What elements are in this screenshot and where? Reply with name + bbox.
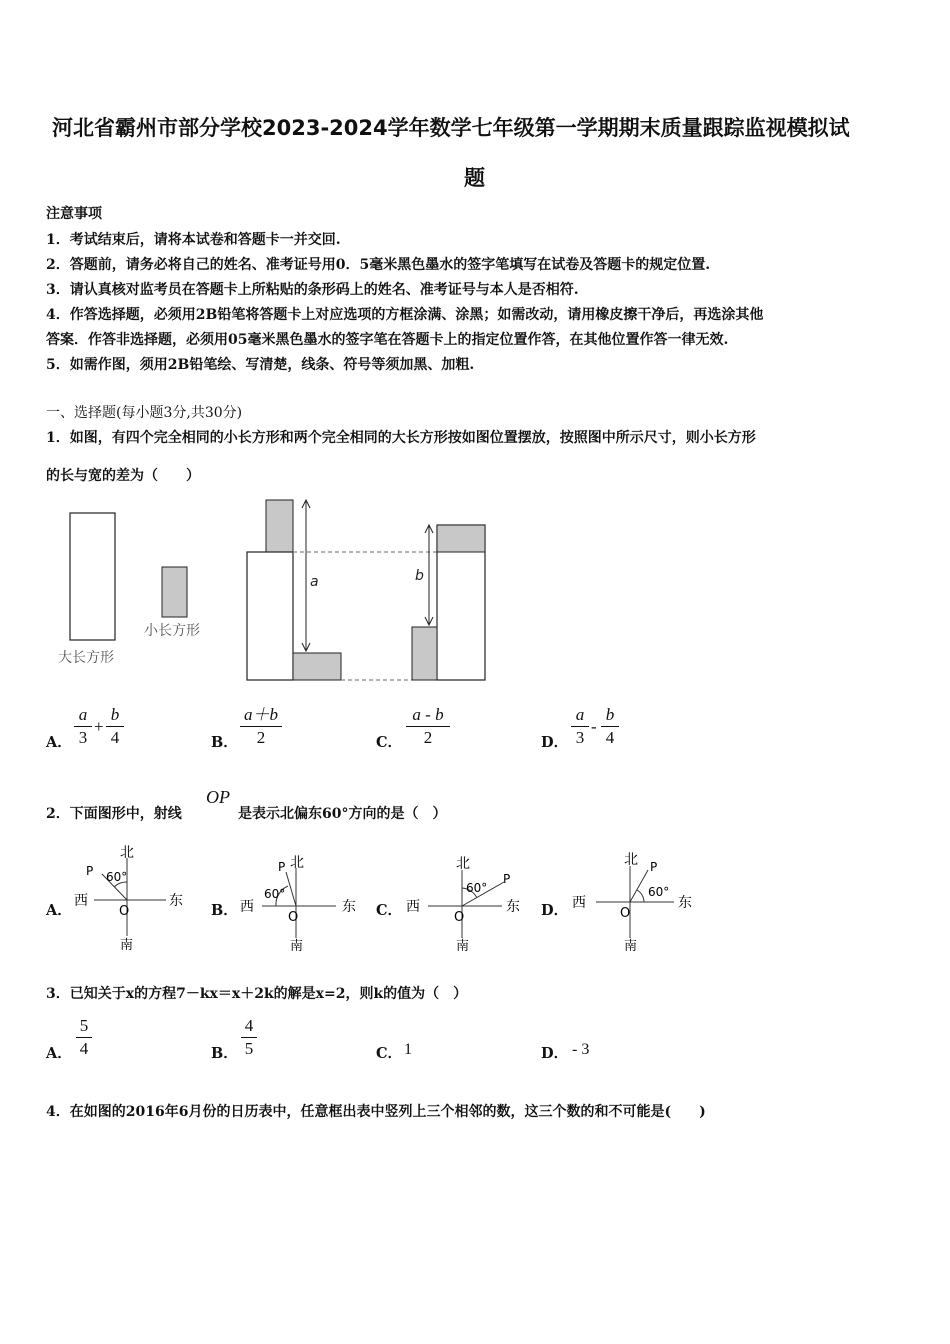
svg-text:南: 南 xyxy=(456,939,470,954)
svg-text:南: 南 xyxy=(120,938,134,953)
svg-text:O: O xyxy=(620,906,631,921)
q1-option-b-frac: a＋b 2 xyxy=(240,705,282,748)
q1-figure xyxy=(40,490,500,695)
small-rect-top-right xyxy=(437,525,485,552)
q2-option-d-label[interactable]: D． xyxy=(541,902,569,919)
q3-option-a-label[interactable]: A． xyxy=(46,1045,72,1062)
q1-option-b-label[interactable]: B． xyxy=(211,734,238,751)
q2-compass-d xyxy=(570,848,696,956)
notice-item-4: 4．作答选择题，必须用2B铅笔将答题卡上对应选项的方框涂满、涂黑；如需改动，请用橡皮擦干净后，再选涂其他 xyxy=(46,307,764,323)
q2-var-op: OP xyxy=(206,787,230,807)
section-heading: 一、选择题(每小题3分,共30分) xyxy=(46,405,243,421)
notice-heading: 注意事项 xyxy=(46,206,102,222)
svg-text:P: P xyxy=(650,860,658,874)
q3-option-b-label[interactable]: B． xyxy=(211,1045,238,1062)
svg-text:P: P xyxy=(86,864,94,878)
svg-text:东: 东 xyxy=(342,899,356,915)
svg-text:O: O xyxy=(288,910,299,925)
big-rect-left xyxy=(247,552,293,680)
q2-text-post: 是表示北偏东60°方向的是（ ） xyxy=(238,806,447,822)
small-rect-bottom-right xyxy=(412,627,437,680)
q4-text: 4．在如图的2016年6月份的日历表中，任意框出表中竖列上三个相邻的数，这三个数的和不可能是( ) xyxy=(46,1104,706,1120)
q1-text-line2: 的长与宽的差为（ ） xyxy=(46,468,200,484)
svg-text:O: O xyxy=(119,904,130,919)
svg-text:南: 南 xyxy=(290,939,304,954)
q2-text-pre: 2．下面图形中，射线 xyxy=(46,806,182,822)
q3-option-a-frac: 5 4 xyxy=(76,1016,92,1059)
svg-text:南: 南 xyxy=(624,939,638,954)
notice-item-4-cont: 答案．作答非选择题，必须用05毫米黑色墨水的签字笔在答题卡上的指定位置作答，在其他位置作答一律无效. xyxy=(46,332,729,348)
q1-option-a-frac2: b 4 xyxy=(106,705,124,748)
svg-text:北: 北 xyxy=(120,845,134,861)
q1-option-a-op: + xyxy=(94,717,104,736)
label-a: a xyxy=(310,574,319,590)
svg-text:P: P xyxy=(503,872,511,886)
q3-option-b-frac: 4 5 xyxy=(241,1016,257,1059)
svg-text:东: 东 xyxy=(506,899,520,915)
q2-option-b-label[interactable]: B． xyxy=(211,902,238,919)
svg-text:60°: 60° xyxy=(466,881,488,895)
q3-option-c-value: 1 xyxy=(404,1041,412,1058)
svg-text:60°: 60° xyxy=(106,870,128,884)
q3-option-c-label[interactable]: C． xyxy=(376,1045,403,1062)
svg-text:北: 北 xyxy=(624,852,638,868)
svg-text:60°: 60° xyxy=(648,885,670,899)
notice-item-3: 3．请认真核对监考员在答题卡上所粘贴的条形码上的姓名、准考证号与本人是否相符. xyxy=(46,282,579,298)
big-rect-legend xyxy=(70,513,115,640)
q2-option-a-label[interactable]: A． xyxy=(46,902,72,919)
q1-option-a-frac1: a 3 xyxy=(74,705,92,748)
q1-option-d-frac2: b 4 xyxy=(601,705,619,748)
small-rect-bottom-left xyxy=(293,653,341,680)
svg-text:60°: 60° xyxy=(264,887,286,901)
svg-text:北: 北 xyxy=(290,855,304,871)
notice-item-1: 1．考试结束后，请将本试卷和答题卡一并交回. xyxy=(46,232,341,248)
q2-compass-a xyxy=(72,842,190,954)
notice-item-5: 5．如需作图，须用2B铅笔绘、写清楚，线条、符号等须加黑、加粗. xyxy=(46,357,475,373)
big-rect-label: 大长方形 xyxy=(58,650,114,666)
svg-text:P: P xyxy=(278,860,286,874)
small-rect-legend xyxy=(162,567,187,617)
q2-compass-b xyxy=(238,848,360,956)
q2-option-c-label[interactable]: C． xyxy=(376,902,403,919)
q1-option-d-op: - xyxy=(591,717,597,736)
svg-text:西: 西 xyxy=(240,899,254,915)
q1-option-c-label[interactable]: C． xyxy=(376,734,403,751)
svg-text:西: 西 xyxy=(406,899,420,915)
doc-title-line1: 河北省霸州市部分学校2023-2024学年数学七年级第一学期期末质量跟踪监视模拟试 xyxy=(52,116,850,140)
small-rect-label: 小长方形 xyxy=(144,623,200,639)
label-b: b xyxy=(415,568,424,584)
svg-text:东: 东 xyxy=(678,895,692,911)
q1-option-d-frac1: a 3 xyxy=(571,705,589,748)
q3-option-d-label[interactable]: D． xyxy=(541,1045,569,1062)
svg-text:东: 东 xyxy=(169,893,183,909)
q3-text: 3．已知关于x的方程7－kx＝x＋2k的解是x=2，则k的值为（ ） xyxy=(46,986,468,1002)
q1-text-line1: 1．如图，有四个完全相同的小长方形和两个完全相同的大长方形按如图位置摆放，按照图中所示尺寸，则小长方形 xyxy=(46,430,756,446)
q3-option-d-value: - 3 xyxy=(572,1041,590,1058)
svg-text:O: O xyxy=(454,910,465,925)
q2-compass-c xyxy=(404,852,526,956)
q1-option-a-label[interactable]: A． xyxy=(46,734,72,751)
q1-option-c-frac: a - b 2 xyxy=(406,705,450,748)
doc-title-line2: 题 xyxy=(464,166,485,190)
q1-option-d-label[interactable]: D． xyxy=(541,734,569,751)
small-rect-top-left xyxy=(266,500,293,552)
svg-text:北: 北 xyxy=(456,856,470,872)
notice-item-2: 2．答题前，请务必将自己的姓名、准考证号用0．5毫米黑色墨水的签字笔填写在试卷及答题卡的规定位置. xyxy=(46,257,711,273)
svg-text:西: 西 xyxy=(572,895,586,911)
svg-text:西: 西 xyxy=(74,893,88,909)
